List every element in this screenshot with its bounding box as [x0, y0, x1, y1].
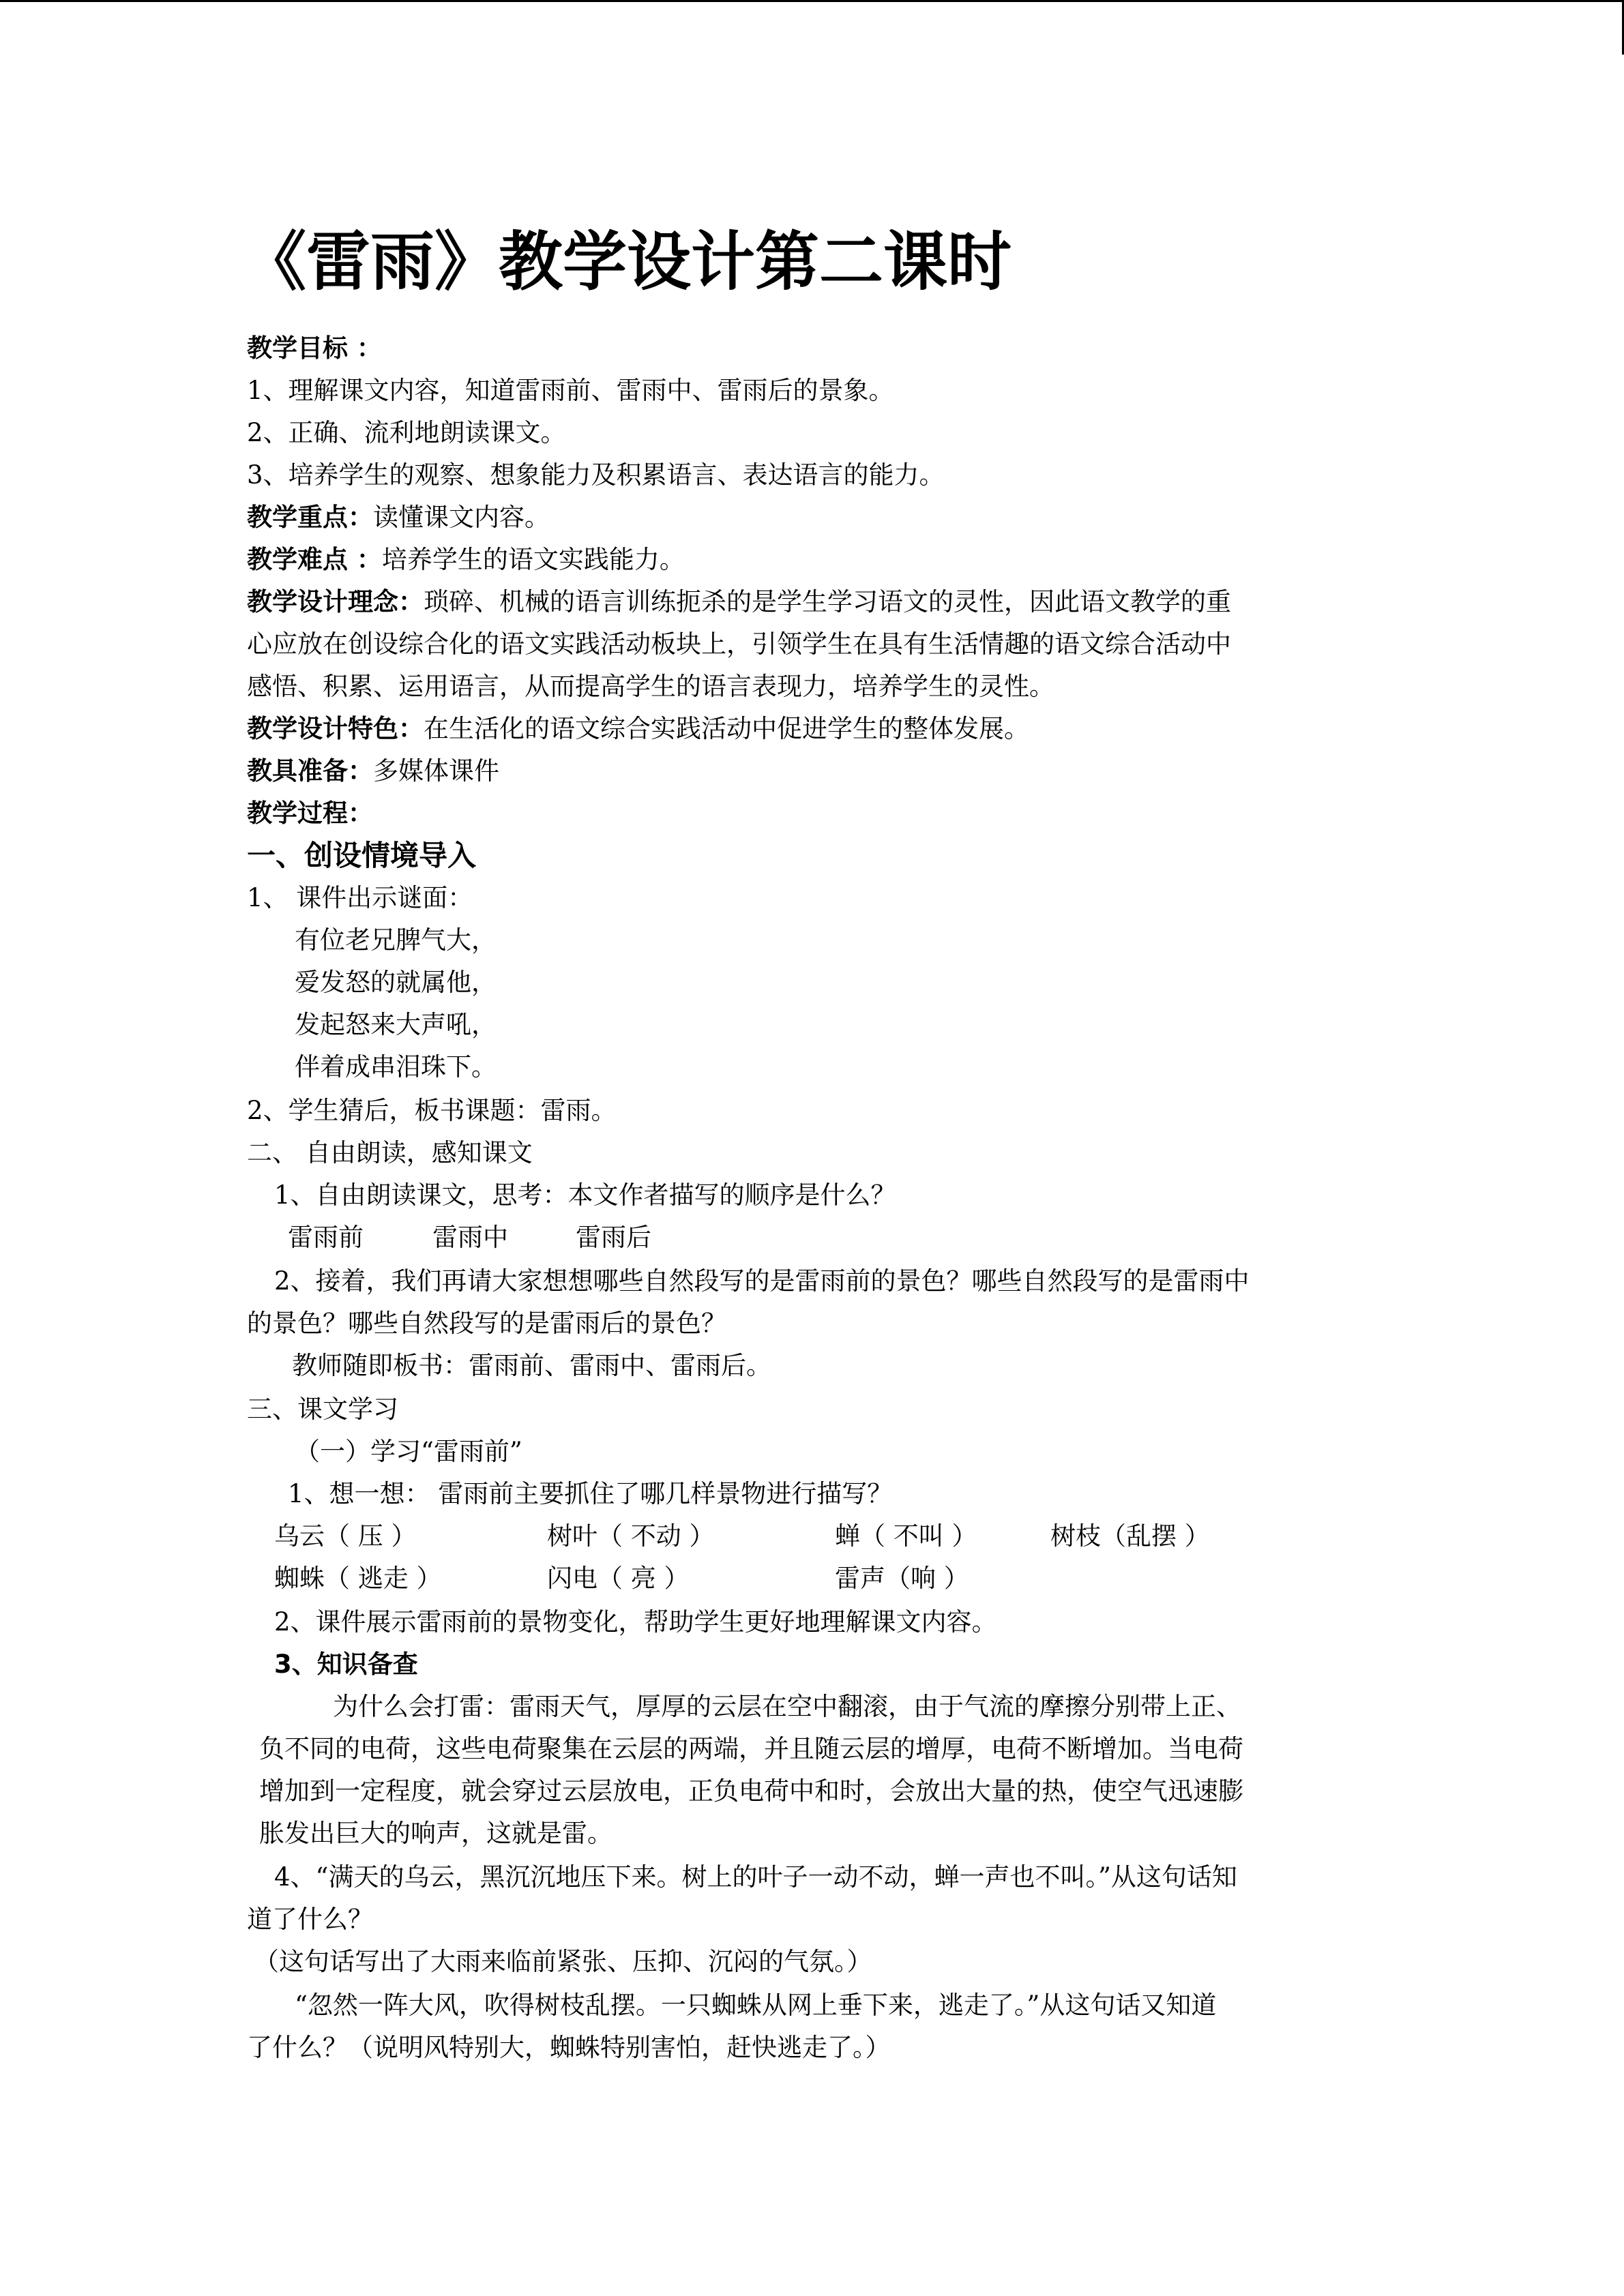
knowledge-line-2: 负不同的电荷，这些电荷聚集在云层的两端，并且随云层的增厚，电荷不断增加。当电荷 [259, 1734, 1243, 1763]
section2-item-1: 1、自由朗读课文，思考：本文作者描写的顺序是什么？ [274, 1180, 896, 1210]
section2-heading: 二、 自由朗读，感知课文 [247, 1138, 533, 1167]
tools-label: 教具准备： [247, 756, 373, 786]
section1-heading: 一、创设情境导入 [247, 839, 477, 872]
answer-1: （这句话写出了大雨来临前紧张、压抑、沉闷的气氛。） [254, 1947, 872, 1976]
objective-item-3: 3、培养学生的观察、想象能力及积累语言、表达语言的能力。 [247, 460, 945, 490]
feature-label: 教学设计特色： [247, 714, 424, 743]
objective-item-2: 2、正确、流利地朗读课文。 [247, 418, 566, 447]
order-during: 雷雨中 [432, 1223, 508, 1252]
order-row [288, 1217, 1420, 1259]
tools-text: 多媒体课件 [373, 756, 499, 786]
board-note: 教师随即板书：雷雨前、雷雨中、雷雨后。 [292, 1351, 771, 1380]
riddle-line-1: 有位老兄脾气大， [295, 925, 497, 955]
document-title: 《雷雨》教学设计第二课时 [242, 225, 1012, 299]
knowledge-line-1: 为什么会打雷：雷雨天气，厚厚的云层在空中翻滚，由于气流的摩擦分别带上正、 [333, 1692, 1241, 1721]
scenery-leaves: 树叶（ 不动 ） [547, 1521, 715, 1551]
knowledge-line-4: 胀发出巨大的响声，这就是雷。 [259, 1819, 612, 1848]
knowledge-line-3: 增加到一定程度，就会穿过云层放电，正负电荷中和时，会放出大量的热，使空气迅速膨 [259, 1776, 1243, 1806]
section3-item-2: 2、课件展示雷雨前的景物变化，帮助学生更好地理解课文内容。 [274, 1607, 997, 1637]
section2-item-2-line-2: 的景色？哪些自然段写的是雷雨后的景色？ [247, 1309, 726, 1338]
section3-sub-1: （一）学习“雷雨前” [295, 1437, 522, 1466]
question-2-line-1: “忽然一阵大风，吹得树枝乱摆。一只蜘蛛从网上垂下来，逃走了。”从这句话又知道 [295, 1991, 1217, 2020]
concept-line-2: 心应放在创设综合化的语文实践活动板块上，引领学生在具有生活情趣的语文综合活动中 [247, 629, 1231, 659]
order-before: 雷雨前 [288, 1223, 364, 1252]
order-after: 雷雨后 [576, 1223, 651, 1252]
section1-item-1: 1、 课件出示谜面： [247, 883, 473, 912]
scenery-spider: 蜘蛛（ 逃走 ） [274, 1564, 442, 1593]
section3-heading: 三、课文学习 [247, 1395, 398, 1424]
process-label: 教学过程： [247, 799, 373, 828]
key-point-text: 读懂课文内容。 [373, 503, 550, 532]
riddle-line-4: 伴着成串泪珠下。 [295, 1052, 497, 1082]
section3-item-4-line-1: 4、“满天的乌云，黑沉沉地压下来。树上的叶子一动不动，蝉一声也不叫。”从这句话知 [274, 1862, 1237, 1892]
concept-text-1: 琐碎、机械的语言训练扼杀的是学生学习语文的灵性，因此语文教学的重 [424, 587, 1231, 616]
riddle-line-2: 爱发怒的就属他， [295, 968, 497, 997]
section3-item-3: 3、知识备查 [274, 1650, 418, 1679]
concept-label: 教学设计理念： [247, 587, 424, 616]
feature-line [247, 708, 1379, 750]
question-2-line-2: 了什么？（说明风特别大，蜘蛛特别害怕，赶快逃走了。） [247, 2033, 891, 2062]
concept-line-1 [247, 581, 1379, 623]
scenery-row-1 [274, 1515, 1406, 1557]
difficulty-text: 培养学生的语文实践能力。 [381, 545, 685, 574]
objective-item-1: 1、理解课文内容，知道雷雨前、雷雨中、雷雨后的景象。 [247, 376, 894, 405]
tools-line [247, 750, 1379, 792]
section2-item-2-line-1: 2、接着，我们再请大家想想哪些自然段写的是雷雨前的景色？哪些自然段写的是雷雨中 [274, 1266, 1250, 1296]
scenery-cicada: 蝉（ 不叫 ） [835, 1521, 977, 1551]
key-point-line [247, 496, 1379, 539]
objectives-label: 教学目标 ： [247, 333, 382, 363]
section1-item-2: 2、学生猜后，板书课题：雷雨。 [247, 1096, 617, 1125]
scenery-lightning: 闪电（ 亮 ） [547, 1564, 690, 1593]
difficulty-label: 教学难点 ： [247, 545, 382, 574]
riddle-line-3: 发起怒来大声吼， [295, 1010, 497, 1039]
scenery-thunder: 雷声（响 ） [835, 1564, 969, 1593]
scenery-branches: 树枝（乱摆 ） [1050, 1521, 1210, 1551]
scenery-row-2 [274, 1557, 1406, 1600]
feature-text: 在生活化的语文综合实践活动中促进学生的整体发展。 [424, 714, 1029, 743]
difficulty-line [247, 539, 1379, 581]
concept-line-3: 感悟、积累、运用语言，从而提高学生的语言表现力，培养学生的灵性。 [247, 672, 1054, 701]
key-point-label: 教学重点： [247, 503, 373, 532]
section3-item-4-line-2: 道了什么？ [247, 1905, 373, 1934]
think-question: 1、想一想： 雷雨前主要抓住了哪几样景物进行描写？ [288, 1479, 893, 1508]
scenery-cloud: 乌云（ 压 ） [274, 1521, 417, 1551]
